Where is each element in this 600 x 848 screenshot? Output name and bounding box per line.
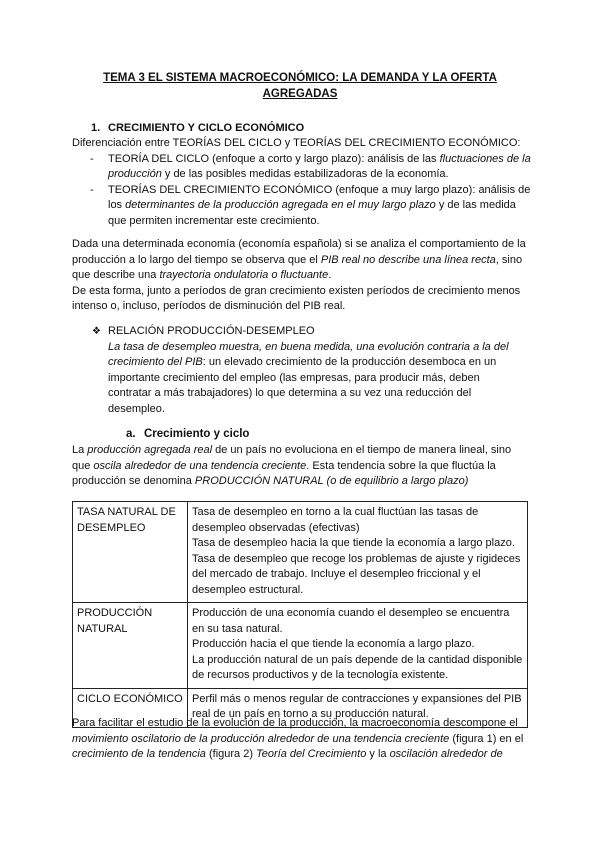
bullet-marker: - [90,183,94,196]
section-heading-1 [91,121,304,137]
text-run-italic: crecimiento de la tendencia [72,748,206,760]
theory-list [72,152,532,230]
definitions-table [72,501,528,728]
subsection-heading-a [126,427,249,443]
text-run: : un elevado crecimiento de la producción desemboca en un importante crecimiento del empleo (las empresas, para producir más, deben contratar a más trabajadores) lo que determina a su vez una reducción del desempleo. [108,356,497,415]
relacion-text [92,340,522,418]
text-run-italic: oscila alrededor de una tendencia creciente [93,459,307,472]
text-run: (figura 2) [205,748,257,760]
text-run: Dada una determinada economía (economía española) si se analiza el comportamiento de la producción a lo largo del tiempo se observa que el [72,238,526,266]
table-definition [188,603,528,689]
text-run: de un país no evoluciona en el tiempo de manera lineal, sino que [72,444,512,472]
text-run: TEORÍA DEL CICLO (enfoque a corto y largo plazo): análisis de las [108,152,440,165]
subsection-title: Crecimiento y ciclo [144,428,250,440]
definition-line: Tasa de desempleo que recoge los problemas de ajuste y rigideces del mercado de trabajo. Incluye el desempleo friccional y el desempleo estructural. [192,552,521,596]
text-run: . [328,269,332,281]
text-run-italic: La tasa de desempleo muestra, en buena medida, una evolución contraria a la del crecimiento del PIB [108,340,509,368]
table-definition [188,502,528,603]
definition-line: La producción natural de un país depende de la cantidad disponible de recursos productivos y de la tecnología existente. [192,653,523,681]
section-a-paragraph [72,443,532,490]
text-run: La [72,444,88,456]
intro-line: Diferenciación entre TEORÍAS DEL CICLO y TEORÍAS DEL CRECIMIENTO ECONÓMICO: [72,137,521,149]
list-item [72,152,532,183]
text-run-italic: determinantes de la producción agregada en el muy largo plazo [125,199,436,211]
text-run: (figura 1) en el [449,732,524,745]
table-term: CICLO ECONÓMICO [73,688,188,727]
table-term: TASA NATURAL DE DESEMPLEO [73,502,188,603]
text-run-italic: oscilación alrededor de [389,748,503,760]
bullet-marker: - [90,152,94,165]
text-run-italic: producción agregada real [87,444,213,456]
closing-paragraph [72,716,532,763]
diamond-bullet-icon: ❖ [92,326,101,337]
relacion-heading: RELACIÓN PRODUCCIÓN-DESEMPLEO [108,325,315,337]
text-run: Para facilitar el estudio de la evolución de la producción, la macroeconomía descompone el [72,717,518,729]
text-run-italic: Teoría del Crecimiento [256,748,367,760]
table-term: PRODUCCIÓN NATURAL [73,603,188,689]
text-run: y de las posibles medidas estabilizadoras de la economía. [161,168,449,180]
text-run-italic: movimiento oscilatorio de la producción alrededor de una tendencia creciente [72,732,450,745]
text-run: , sino que describe una [72,253,523,281]
text-run-italic: (o de equilibrio a largo plazo) [323,475,469,487]
section1-body [72,136,532,229]
definition-line: Perfil más o menos regular de contracciones y expansiones del PIB real de un país en torno a su producción natural. [192,692,522,720]
section-number: 1. [91,122,101,134]
table-row [73,603,528,689]
section-title: CRECIMIENTO Y CICLO ECONÓMICO [108,122,305,134]
text-run: . Esta tendencia sobre la que fluctúa la producción se denomina [72,459,496,487]
text-run: y la [366,748,390,760]
relacion-block [92,324,522,417]
text-run-italic: PIB real no describe una línea recta [320,253,496,266]
text-run-italic: PRODUCCIÓN NATURAL [194,475,324,487]
text-run: y de las medida que permiten incrementar este crecimiento. [108,199,516,227]
text-run-italic: trayectoria ondulatoria o fluctuante [159,269,329,281]
definition-line: Producción hacia el que tiende la economía a largo plazo. [192,638,475,650]
text-run: TEORÍAS DEL CRECIMIENTO ECONÓMICO (enfoque a muy largo plazo): análisis de los [108,183,531,211]
table-row [73,502,528,603]
paragraph [72,237,532,315]
paragraph-2: De esta forma, junto a períodos de gran crecimiento existen períodos de crecimiento menos intenso o, incluso, períodos de disminución del PIB real. [72,284,521,312]
subsection-number: a. [126,428,136,440]
definition-line: Tasa de desempleo hacia la que tiende la economía a largo plazo. [192,537,515,549]
definition-line: Tasa de desempleo en torno a la cual fluctúan las tasas de desempleo observadas (efectivas) [192,506,479,534]
definition-line: Producción de una economía cuando el desempleo se encuentra en su tasa natural. [192,607,510,635]
document-title: TEMA 3 EL SISTEMA MACROECONÓMICO: LA DEMANDA Y LA OFERTA AGREGADAS [103,72,497,100]
list-item [72,183,532,230]
text-run-italic: fluctuaciones de la producción [108,152,531,180]
